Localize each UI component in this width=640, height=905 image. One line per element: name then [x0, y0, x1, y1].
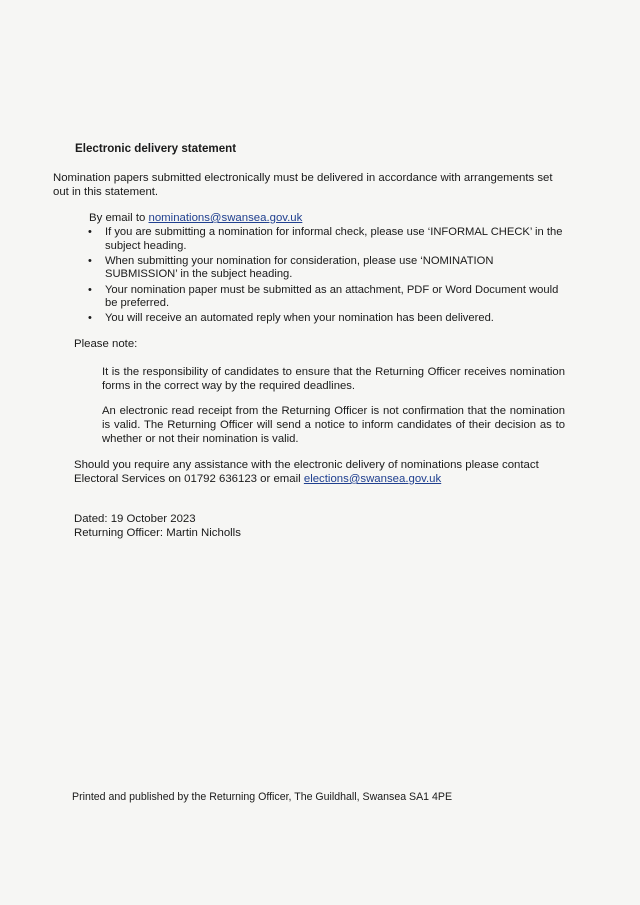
list-item-text: Your nomination paper must be submitted as an attachment, PDF or Word Document would be preferred.	[105, 283, 559, 310]
bullet-icon: •	[88, 226, 92, 238]
by-email-prefix: By email to	[89, 212, 149, 224]
signature-block	[74, 512, 241, 540]
document-heading: Electronic delivery statement	[75, 142, 237, 155]
list-item	[88, 312, 568, 326]
list-item-text: If you are submitting a nomination for informal check, please use ‘INFORMAL CHECK’ in the subject heading.	[105, 226, 563, 252]
bullet-icon: •	[88, 312, 92, 325]
list-item	[88, 226, 568, 253]
list-item	[88, 255, 568, 282]
list-item	[88, 284, 568, 311]
imprint-footer: Printed and published by the Returning Officer, The Guildhall, Swansea SA1 4PE	[72, 791, 453, 803]
note-paragraph-responsibility: It is the responsibility of candidates to ensure that the Returning Officer receives nomination forms in the correct way by the required deadlines.	[102, 366, 565, 392]
note-paragraph-read-receipt: An electronic read receipt from the Returning Officer is not confirmation that the nomination is valid. The Returning Officer will send a notice to inform candidates of their decision as to whether or not their nomination is valid.	[102, 405, 565, 445]
list-item-text: You will receive an automated reply when your nomination has been delivered.	[105, 312, 494, 325]
bullet-icon: •	[88, 283, 92, 296]
please-note-label: Please note:	[74, 338, 138, 350]
assistance-paragraph	[74, 458, 574, 486]
bullet-icon: •	[88, 254, 92, 267]
elections-email-link[interactable]: elections@swansea.gov.uk	[303, 473, 442, 485]
intro-paragraph: Nomination papers submitted electronically must be delivered in accordance with arrangements set out in this statement.	[53, 172, 553, 199]
by-email-line	[89, 211, 302, 225]
instructions-list	[88, 226, 568, 328]
nominations-email-link[interactable]: nominations@swansea.gov.uk	[148, 212, 303, 224]
returning-officer-line: Returning Officer: Martin Nicholls	[74, 527, 241, 539]
list-item-text: When submitting your nomination for consideration, please use ‘NOMINATION SUBMISSION’ in the subject heading.	[105, 254, 494, 281]
dated-line: Dated: 19 October 2023	[74, 513, 196, 525]
assistance-text: Should you require any assistance with the electronic delivery of nominations please contact Electoral Services on 01792 636123 or email	[74, 459, 539, 485]
